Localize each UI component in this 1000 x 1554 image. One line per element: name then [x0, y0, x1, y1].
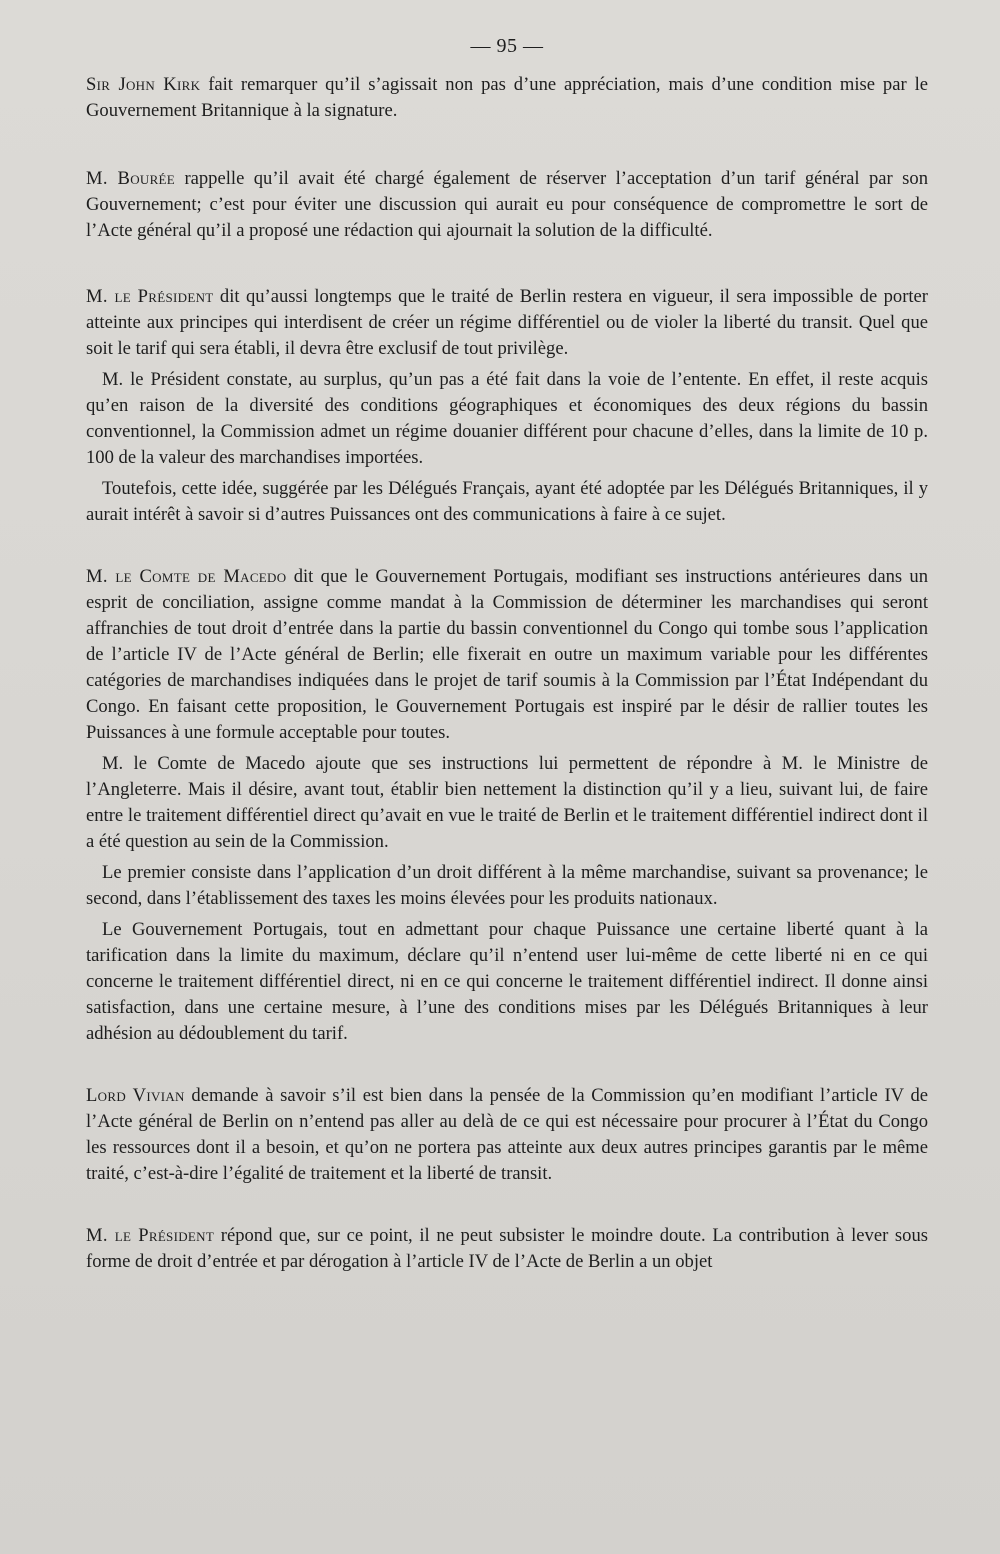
paragraph-sir-john-kirk	[86, 72, 928, 124]
paragraph-text: Le premier consiste dans l’application d’un droit différent à la même marchandise, suivant sa provenance; le second, dans l’établissement des taxes les moins élevées pour les produits nationaux.	[86, 862, 928, 909]
paragraph-president-1	[86, 284, 928, 362]
speaker-name: Lord Vivian	[86, 1085, 185, 1106]
page-number: — 95 —	[470, 35, 544, 57]
page-body	[86, 72, 928, 1275]
paragraph-comte-de-macedo-4	[86, 917, 928, 1047]
speaker-name: M. le Président	[86, 286, 214, 307]
paragraph-comte-de-macedo-2	[86, 751, 928, 855]
paragraph-text: répond que, sur ce point, il ne peut subsister le moindre doute. La contribution à lever sous forme de droit d’entrée et par dérogation à l’article IV de l’Acte de Berlin a un objet	[86, 1225, 928, 1272]
paragraph-text: demande à savoir s’il est bien dans la pensée de la Commission qu’en modifiant l’article IV de l’Acte général de Berlin on n’entend pas aller au delà de ce qui est nécessaire pour procurer à l’État du Congo les ressources dont il a besoin, et qu’on ne portera pas atteinte aux deux autres principes garantis par le même traité, c’est-à-dire l’égalité de traitement et la liberté de transit.	[86, 1085, 929, 1184]
paragraph-president-2	[86, 367, 928, 471]
paragraph-m-bouree	[86, 166, 928, 244]
speaker-name: M. le Président	[86, 1225, 215, 1246]
speaker-name: Sir John Kirk	[86, 74, 201, 95]
paragraph-text: Le Gouvernement Portugais, tout en admettant pour chaque Puissance une certaine liberté quant à la tarification dans la limite du maximum, déclare qu’il n’entend user lui-même de cette liberté ni en ce qui concerne le traitement différentiel direct, ni en ce qui concerne le traitement différentiel indirect. Il donne ainsi satisfaction, dans une certaine mesure, à l’une des conditions mises par les Délégués Britanniques à leur adhésion au dédoublement du tarif.	[86, 919, 928, 1044]
paragraph-lord-vivian	[86, 1083, 928, 1187]
paragraph-text: Toutefois, cette idée, suggérée par les Délégués Français, ayant été adoptée par les Délégués Britanniques, il y aurait intérêt à savoir si d’autres Puissances ont des communications à faire à ce sujet.	[86, 478, 928, 525]
paragraph-text: M. le Comte de Macedo ajoute que ses instructions lui permettent de répondre à M. le Ministre de l’Angleterre. Mais il désire, avant tout, établir bien nettement la distinction qu’il y a lieu, suivant lui, de faire entre le traitement différentiel direct qu’avait en vue le traité de Berlin et le traitement différentiel indirect dont il a été question au sein de la Commission.	[86, 753, 928, 852]
paragraph-president-3	[86, 476, 928, 528]
paragraph-text: dit que le Gouvernement Portugais, modifiant ses instructions antérieures dans un esprit de conciliation, assigne comme mandat à la Commission de déterminer les marchandises qui seront affranchies de tout droit d’entrée dans la partie du bassin conventionnel du Congo qui tombe sous l’application de l’article IV de l’Acte général de Berlin; elle fixerait en outre un maximum variable pour les différentes catégories de marchandises indiquées dans le projet de tarif soumis à la Commission par l’État Indépendant du Congo. En faisant cette proposition, le Gouvernement Portugais est inspiré par le désir de rallier toutes les Puissances à une formule acceptable pour toutes.	[86, 566, 928, 743]
paragraph-text: rappelle qu’il avait été chargé également de réserver l’acceptation d’un tarif général par son Gouvernement; c’est pour éviter une discussion qui aurait eu pour conséquence de compromettre le sort de l’Acte général qu’il a proposé une rédaction qui ajournait la solution de la difficulté.	[86, 168, 928, 241]
paragraph-comte-de-macedo-3	[86, 860, 928, 912]
speaker-name: M. le Comte de Macedo	[86, 566, 287, 587]
paragraph-president-4	[86, 1223, 928, 1275]
paragraph-comte-de-macedo-1	[86, 564, 928, 746]
paragraph-text: dit qu’aussi longtemps que le traité de Berlin restera en vigueur, il sera impossible de porter atteinte aux principes qui interdisent de créer un régime différentiel ou de violer la liberté du transit. Quel que soit le tarif qui sera établi, il devra être exclusif de tout privilège.	[86, 286, 928, 359]
speaker-name: M. Bourée	[86, 168, 176, 189]
paragraph-text: fait remarquer qu’il s’agissait non pas d’une appréciation, mais d’une condition mise par le Gouvernement Britannique à la signature.	[86, 74, 928, 121]
paragraph-text: M. le Président constate, au surplus, qu’un pas a été fait dans la voie de l’entente. En effet, il reste acquis qu’en raison de la diversité des conditions géographiques et économiques des deux régions du bassin conventionnel, la Commission admet un régime douanier différent pour chacune d’elles, dans la limite de 10 p. 100 de la valeur des marchandises importées.	[86, 369, 928, 468]
